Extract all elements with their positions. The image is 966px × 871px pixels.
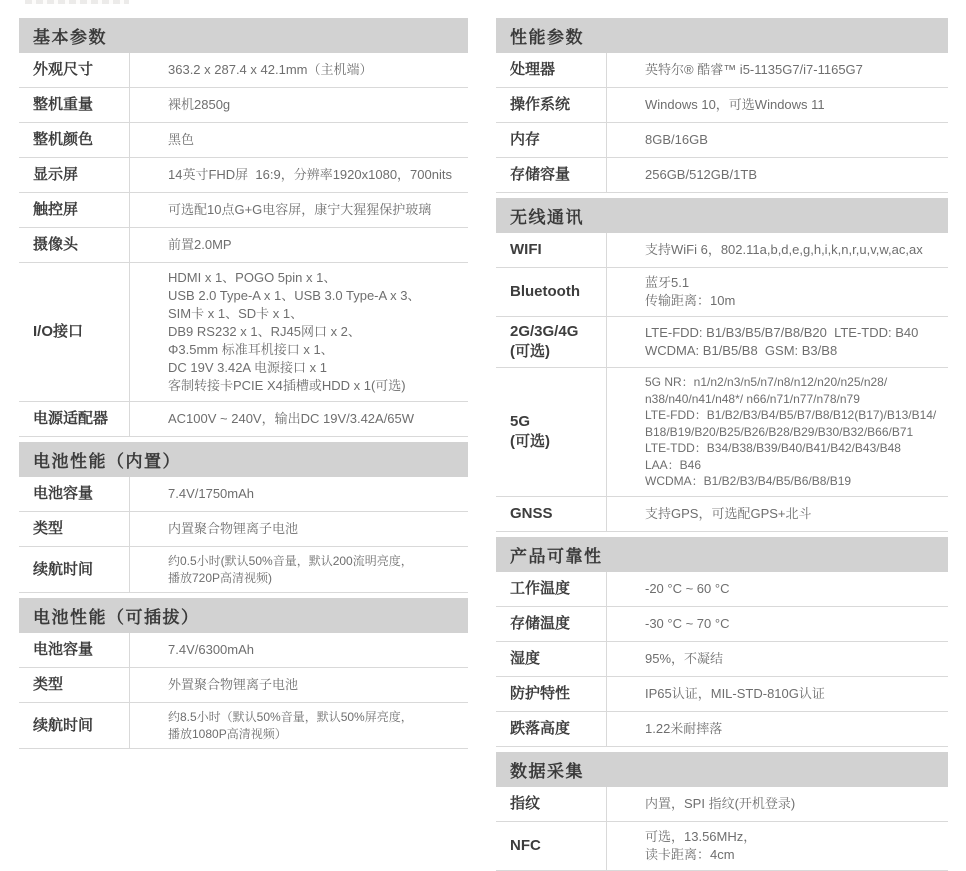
spec-row (496, 88, 948, 123)
spec-row (19, 402, 468, 437)
row-label (19, 53, 129, 87)
row-value (606, 822, 948, 870)
row-value (129, 668, 468, 702)
row-value-line: DB9 RS232 x 1、RJ45网口 x 2、 (168, 324, 361, 339)
row-value-line: 内置，SPI 指纹(开机登录) (645, 795, 796, 811)
column-right (496, 18, 948, 871)
row-value-line: WCDMA：B1/B2/B3/B4/B5/B6/B8/B19 (645, 474, 852, 488)
row-value (606, 268, 948, 316)
row-value-line: 外置聚合物锂离子电池 (168, 677, 299, 692)
row-value-line: Windows 10，可选Windows 11 (645, 97, 825, 112)
row-value (129, 123, 468, 157)
row-value-line: LTE-FDD: B1/B3/B5/B7/B8/B20 LTE-TDD: B40 (645, 325, 919, 340)
row-value (129, 477, 468, 511)
section-header (496, 18, 948, 53)
row-label (496, 233, 606, 267)
row-value (606, 572, 948, 606)
row-label-line: 类型 (33, 520, 64, 537)
spec-row (19, 633, 468, 668)
row-label (496, 88, 606, 122)
row-value-line: 前置2.0MP (168, 237, 232, 252)
row-label (19, 88, 129, 122)
section-header (496, 537, 948, 572)
row-value-line: DC 19V 3.42A 电源接口 x 1 (168, 360, 327, 375)
row-value-line: -30 °C ~ 70 °C (645, 615, 730, 631)
row-value (129, 193, 468, 227)
row-label-line: 显示屏 (33, 166, 79, 183)
row-label-line: 2G/3G/4G (510, 323, 579, 340)
row-value-line: 363.2 x 287.4 x 42.1mm（主机端） (168, 62, 373, 77)
row-value (129, 402, 468, 436)
row-value-line: Φ3.5mm 标准耳机接口 x 1、 (168, 342, 334, 357)
row-value-line: 约8.5小时（默认50%音量，默认50%屏亮度， (168, 710, 413, 724)
row-label-line: 内存 (510, 131, 541, 148)
section-wireless (496, 198, 948, 532)
spec-row (496, 123, 948, 158)
row-value-line: WCDMA: B1/B5/B8 GSM: B3/B8 (645, 343, 838, 358)
row-label (19, 477, 129, 511)
section-header (19, 442, 468, 477)
row-label-line: 电池容量 (33, 485, 94, 502)
spec-row (496, 712, 948, 747)
row-value-line: 14英寸FHD屏 16:9，分辨率1920x1080，700nits (168, 167, 452, 182)
row-label (19, 158, 129, 192)
row-value (129, 512, 468, 546)
row-label (496, 123, 606, 157)
row-label (496, 158, 606, 192)
section-battery-internal (19, 442, 468, 593)
row-value (606, 642, 948, 676)
section-reliability (496, 537, 948, 747)
spec-row (496, 317, 948, 368)
row-value (606, 53, 948, 87)
spec-row (19, 477, 468, 512)
row-label (496, 368, 606, 496)
spec-row (19, 193, 468, 228)
section-title: 产品可靠性 (510, 546, 603, 566)
row-value (606, 233, 948, 267)
row-value-line: 1.22米耐摔落 (645, 720, 723, 736)
spec-row (496, 158, 948, 193)
row-value (606, 368, 948, 496)
row-label (496, 787, 606, 821)
column-left (19, 18, 468, 749)
row-value-line: 7.4V/1750mAh (168, 486, 255, 501)
row-value-line: n38/n40/n41/n48*/ n66/n71/n77/n78/n79 (645, 391, 860, 406)
row-label (496, 268, 606, 316)
row-value-line: LTE-FDD：B1/B2/B3/B4/B5/B7/B8/B12(B17)/B13/B14/ (645, 408, 937, 422)
row-value-line: 读卡距离：4cm (645, 846, 735, 862)
row-label-line: WIFI (510, 241, 542, 258)
row-value-line: AC100V ~ 240V，输出DC 19V/3.42A/65W (168, 411, 415, 426)
row-value-line: 支持GPS，可选配GPS+北斗 (645, 505, 812, 521)
spec-row (496, 368, 948, 497)
section-title: 性能参数 (510, 28, 584, 47)
row-label (19, 263, 129, 401)
row-label-line: 整机颜色 (33, 131, 94, 148)
section-title: 无线通讯 (510, 208, 584, 227)
row-label-line: 工作温度 (510, 579, 571, 597)
row-label (19, 402, 129, 436)
row-value (129, 53, 468, 87)
row-value-line: 8GB/16GB (645, 132, 708, 147)
section-basic-params (19, 18, 468, 437)
row-value (606, 317, 948, 367)
row-value-line: 英特尔® 酷睿™ i5-1135G7/i7-1165G7 (645, 62, 863, 77)
section-title: 基本参数 (33, 28, 107, 47)
row-value-line: 可选，13.56MHz， (645, 828, 757, 844)
row-value (129, 547, 468, 592)
row-label (496, 572, 606, 606)
row-label (496, 607, 606, 641)
row-value-line: B18/B19/B20/B25/B26/B28/B29/B30/B32/B66/B71 (645, 424, 914, 439)
row-value (606, 88, 948, 122)
row-value-line: 256GB/512GB/1TB (645, 167, 758, 182)
row-label (496, 712, 606, 746)
section-header (19, 598, 468, 633)
row-label-line: 操作系统 (510, 96, 571, 113)
row-label (19, 193, 129, 227)
row-value (129, 158, 468, 192)
row-value (129, 633, 468, 667)
row-value-line: 约0.5小时(默认50%音量，默认200流明亮度， (168, 554, 413, 568)
row-value-line: 95%，不凝结 (645, 650, 724, 666)
row-label (496, 677, 606, 711)
row-value-line: -20 °C ~ 60 °C (645, 580, 730, 596)
row-label-line: 续航时间 (33, 560, 94, 578)
row-value-line: SIM卡 x 1、SD卡 x 1、 (168, 306, 304, 321)
row-label (19, 547, 129, 592)
section-header (496, 752, 948, 787)
row-label (19, 123, 129, 157)
section-title: 数据采集 (510, 761, 584, 781)
row-label-line: 类型 (33, 676, 64, 693)
row-label-line: 电源适配器 (33, 410, 109, 427)
spec-row (19, 123, 468, 158)
spec-row (19, 228, 468, 263)
row-label-line: 5G (510, 412, 531, 430)
section-data-capture (496, 752, 948, 871)
row-label (496, 497, 606, 531)
row-value-line: 内置聚合物锂离子电池 (168, 521, 299, 536)
row-value-line: HDMI x 1、POGO 5pin x 1、 (168, 270, 337, 285)
spec-row (19, 88, 468, 123)
row-value-line: 支持WiFi 6，802.11a,b,d,e,g,h,i,k,n,r,u,v,w,ac,ax (645, 242, 923, 257)
row-label-line: (可选) (510, 432, 550, 450)
row-value-line: IP65认证，MIL-STD-810G认证 (645, 685, 825, 701)
row-label-line: 整机重量 (33, 96, 94, 113)
row-label (19, 512, 129, 546)
row-label-line: NFC (510, 836, 541, 854)
section-title: 电池性能（内置） (33, 452, 181, 471)
row-value-line: LAA：B46 (645, 457, 702, 472)
row-label-line: 防护特性 (510, 684, 571, 702)
row-label-line: (可选) (510, 343, 550, 360)
row-value (606, 712, 948, 746)
row-label-line: 摄像头 (33, 236, 79, 253)
row-value-line: LTE-TDD：B34/B38/B39/B40/B41/B42/B43/B48 (645, 441, 901, 455)
row-label-line: 湿度 (510, 649, 541, 667)
row-label-line: 触控屏 (33, 201, 79, 218)
spec-row (19, 512, 468, 547)
row-value-line: USB 2.0 Type-A x 1、USB 3.0 Type-A x 3、 (168, 288, 421, 303)
row-value (606, 607, 948, 641)
spec-row (496, 53, 948, 88)
row-value (129, 263, 468, 401)
row-value-line: 可选配10点G+G电容屏，康宁大猩猩保护玻璃 (168, 202, 432, 217)
section-battery-removable (19, 598, 468, 749)
section-header (19, 18, 468, 53)
row-label-line: Bluetooth (510, 283, 580, 300)
spec-row (19, 53, 468, 88)
section-header (496, 198, 948, 233)
row-value (606, 787, 948, 821)
spec-row (496, 822, 948, 871)
row-value-line: 5G NR：n1/n2/n3/n5/n7/n8/n12/n20/n25/n28/ (645, 375, 888, 389)
spec-row (19, 158, 468, 193)
spec-row (19, 547, 468, 593)
row-label-line: 存储容量 (510, 166, 571, 183)
row-value-line: 蓝牙5.1 (645, 275, 690, 290)
row-value (606, 123, 948, 157)
spec-row (496, 497, 948, 532)
row-value (606, 497, 948, 531)
row-label-line: GNSS (510, 504, 553, 522)
row-label-line: 存储温度 (510, 614, 571, 632)
row-label (19, 703, 129, 748)
row-value (129, 88, 468, 122)
row-label-line: 处理器 (510, 61, 556, 78)
section-title: 电池性能（可插拔） (33, 608, 200, 627)
row-label (496, 642, 606, 676)
row-label (496, 53, 606, 87)
spec-row (496, 642, 948, 677)
spec-row (496, 787, 948, 822)
row-value-line: 客制转接卡PCIE X4插槽或HDD x 1(可选) (168, 378, 406, 393)
section-performance-params (496, 18, 948, 193)
row-label (19, 633, 129, 667)
row-value-line: 播放720P高清视频) (168, 570, 273, 585)
row-label (19, 228, 129, 262)
row-value-line: 黑色 (168, 132, 195, 147)
spec-row (496, 677, 948, 712)
row-label (496, 822, 606, 870)
spec-row (19, 668, 468, 703)
row-label (496, 317, 606, 367)
row-value-line: 7.4V/6300mAh (168, 642, 255, 657)
row-value-line: 播放1080P高清视频） (168, 726, 287, 741)
spec-row (496, 572, 948, 607)
row-label (19, 668, 129, 702)
spec-row (496, 233, 948, 268)
row-value-line: 传输距离：10m (645, 293, 736, 308)
row-label-line: 电池容量 (33, 641, 94, 658)
row-value (606, 158, 948, 192)
row-value (606, 677, 948, 711)
spec-row (496, 607, 948, 642)
row-value-line: 裸机2850g (168, 97, 231, 112)
row-label-line: I/O接口 (33, 323, 84, 340)
row-label-line: 续航时间 (33, 716, 94, 734)
spec-row (496, 268, 948, 317)
spec-row (19, 263, 468, 402)
row-label-line: 指纹 (510, 794, 541, 812)
spec-row (19, 703, 468, 749)
row-label-line: 外观尺寸 (33, 61, 94, 78)
row-label-line: 跌落高度 (510, 719, 571, 737)
cropped-text-remnant (25, 0, 129, 4)
row-value (129, 703, 468, 748)
row-value (129, 228, 468, 262)
